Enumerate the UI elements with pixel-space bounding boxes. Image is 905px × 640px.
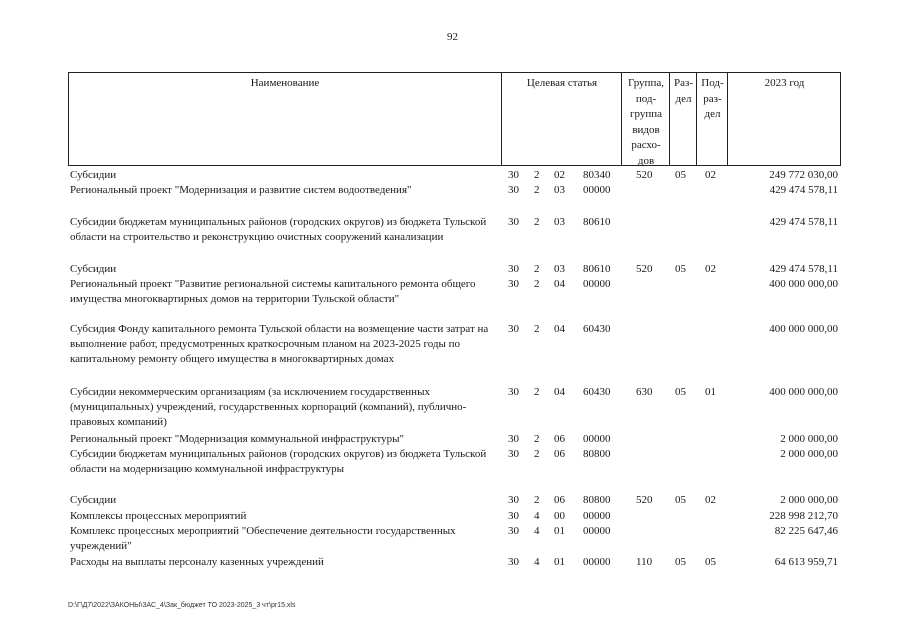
row-name: Субсидии — [70, 494, 117, 506]
row-subsection: 02 — [705, 263, 716, 275]
header-group-cell — [621, 73, 669, 165]
row-amount: 64 613 959,71 — [774, 556, 838, 568]
row-code-4: 80610 — [583, 216, 611, 228]
row-code-3: 06 — [554, 433, 565, 445]
row-code-3: 01 — [554, 525, 565, 537]
row-code-4: 80800 — [583, 448, 611, 460]
row-code-1: 30 — [508, 556, 519, 568]
row-code-2: 2 — [534, 184, 540, 196]
table-row — [68, 277, 848, 322]
table-row — [68, 432, 848, 447]
header-target-article-cell — [501, 73, 621, 165]
row-code-1: 30 — [508, 386, 519, 398]
row-group: 520 — [636, 169, 653, 181]
row-code-4: 00000 — [583, 184, 611, 196]
row-code-1: 30 — [508, 525, 519, 537]
table-row — [68, 183, 848, 215]
table-row — [68, 524, 848, 555]
row-code-2: 4 — [534, 525, 540, 537]
row-amount: 2 000 000,00 — [780, 433, 838, 445]
row-code-2: 2 — [534, 216, 540, 228]
table-row — [68, 215, 848, 262]
row-code-4: 80340 — [583, 169, 611, 181]
table-row — [68, 509, 848, 524]
row-code-4: 00000 — [583, 433, 611, 445]
row-code-4: 00000 — [583, 510, 611, 522]
header-year: 2023 год — [764, 77, 805, 89]
row-code-2: 2 — [534, 323, 540, 335]
row-name: Комплекс процессных мероприятий "Обеспечение деятельности государственных учреждений" — [70, 525, 456, 552]
file-path-footer: D:\Г\Д7\2022\ЗАКОНЫ\ЗАС_4\Зак_бюджет ТО 2023-2025_3 чт\pr15.xls — [68, 602, 296, 609]
row-group: 520 — [636, 494, 653, 506]
row-code-1: 30 — [508, 216, 519, 228]
row-amount: 2 000 000,00 — [780, 494, 838, 506]
header-section: Раз- дел — [673, 77, 693, 105]
row-section: 05 — [675, 263, 686, 275]
row-name: Субсидии бюджетам муниципальных районов (городских округов) из бюджета Тульской области на модернизацию коммунальной инфраструктуры — [70, 448, 487, 475]
row-code-4: 00000 — [583, 525, 611, 537]
table-row — [68, 168, 848, 183]
row-amount: 400 000 000,00 — [769, 323, 838, 335]
row-code-3: 06 — [554, 448, 565, 460]
table-body — [68, 168, 848, 570]
row-name: Расходы на выплаты персоналу казенных учреждений — [70, 556, 324, 568]
row-amount: 82 225 647,46 — [774, 525, 838, 537]
row-amount: 400 000 000,00 — [769, 278, 838, 290]
header-year-cell — [727, 73, 842, 165]
row-subsection: 02 — [705, 494, 716, 506]
row-name: Субсидии бюджетам муниципальных районов (городских округов) из бюджета Тульской области на строительство и реконструкцию очистных сооружений канализации — [70, 216, 487, 243]
table-row — [68, 447, 848, 493]
row-code-3: 03 — [554, 216, 565, 228]
row-code-3: 03 — [554, 263, 565, 275]
row-code-2: 2 — [534, 263, 540, 275]
header-section-cell — [669, 73, 696, 165]
row-subsection: 02 — [705, 169, 716, 181]
row-name: Субсидии — [70, 169, 117, 181]
row-name: Региональный проект "Модернизация и развитие систем водоотведения" — [70, 184, 412, 196]
row-code-4: 00000 — [583, 556, 611, 568]
row-code-1: 30 — [508, 433, 519, 445]
row-amount: 249 772 030,00 — [769, 169, 838, 181]
row-name: Комплексы процессных мероприятий — [70, 510, 247, 522]
table-row — [68, 385, 848, 432]
header-target-article: Целевая статья — [526, 77, 598, 89]
row-code-4: 80610 — [583, 263, 611, 275]
row-amount: 429 474 578,11 — [769, 216, 838, 228]
row-code-4: 60430 — [583, 323, 611, 335]
header-group: Группа, под- группа видов расхо- дов — [628, 77, 664, 167]
row-section: 05 — [675, 386, 686, 398]
row-code-1: 30 — [508, 448, 519, 460]
row-group: 520 — [636, 263, 653, 275]
row-name: Региональный проект "Развитие региональной системы капитального ремонта общего имущества многоквартирных домов на территории Тульской области" — [70, 278, 476, 305]
row-code-1: 30 — [508, 184, 519, 196]
row-code-1: 30 — [508, 510, 519, 522]
row-amount: 400 000 000,00 — [769, 386, 838, 398]
row-code-3: 03 — [554, 184, 565, 196]
row-code-3: 04 — [554, 386, 565, 398]
row-name: Региональный проект "Модернизация коммунальной инфраструктуры" — [70, 433, 405, 445]
row-code-2: 4 — [534, 510, 540, 522]
row-code-2: 2 — [534, 386, 540, 398]
header-subsection-cell — [696, 73, 727, 165]
row-section: 05 — [675, 169, 686, 181]
row-code-3: 00 — [554, 510, 565, 522]
row-amount: 228 998 212,70 — [769, 510, 838, 522]
row-code-4: 00000 — [583, 278, 611, 290]
row-section: 05 — [675, 556, 686, 568]
row-code-3: 02 — [554, 169, 565, 181]
table-row — [68, 262, 848, 277]
table-row — [68, 322, 848, 385]
row-code-2: 2 — [534, 433, 540, 445]
header-name: Наименование — [250, 77, 320, 89]
row-code-1: 30 — [508, 278, 519, 290]
row-code-2: 2 — [534, 278, 540, 290]
table-row — [68, 493, 848, 509]
row-amount: 2 000 000,00 — [780, 448, 838, 460]
row-group: 630 — [636, 386, 653, 398]
page-number: 92 — [447, 31, 458, 43]
row-code-2: 4 — [534, 556, 540, 568]
row-code-3: 06 — [554, 494, 565, 506]
row-code-1: 30 — [508, 263, 519, 275]
row-code-4: 60430 — [583, 386, 611, 398]
row-code-2: 2 — [534, 169, 540, 181]
row-subsection: 01 — [705, 386, 716, 398]
table-row — [68, 555, 848, 570]
row-subsection: 05 — [705, 556, 716, 568]
row-code-1: 30 — [508, 323, 519, 335]
row-code-3: 04 — [554, 323, 565, 335]
row-code-4: 80800 — [583, 494, 611, 506]
row-name: Субсидия Фонду капитального ремонта Тульской области на возмещение части затрат на выполнение работ, предусмотренных краткосрочным планом на 2023-2025 годы по капитальному ремонту общего имущества в многоквартирных домах — [70, 323, 489, 365]
row-code-2: 2 — [534, 448, 540, 460]
row-name: Субсидии — [70, 263, 117, 275]
row-amount: 429 474 578,11 — [769, 263, 838, 275]
row-amount: 429 474 578,11 — [769, 184, 838, 196]
table-header — [68, 72, 841, 166]
header-subsection: Под- раз- дел — [701, 77, 724, 120]
row-section: 05 — [675, 494, 686, 506]
row-name: Субсидии некоммерческим организациям (за исключением государственных (муниципальных) учреждений, государственных корпораций (компаний), публично-правовых компаний) — [70, 386, 467, 428]
row-code-3: 01 — [554, 556, 565, 568]
row-code-1: 30 — [508, 494, 519, 506]
row-code-1: 30 — [508, 169, 519, 181]
row-group: 110 — [636, 556, 653, 568]
row-code-3: 04 — [554, 278, 565, 290]
row-code-2: 2 — [534, 494, 540, 506]
